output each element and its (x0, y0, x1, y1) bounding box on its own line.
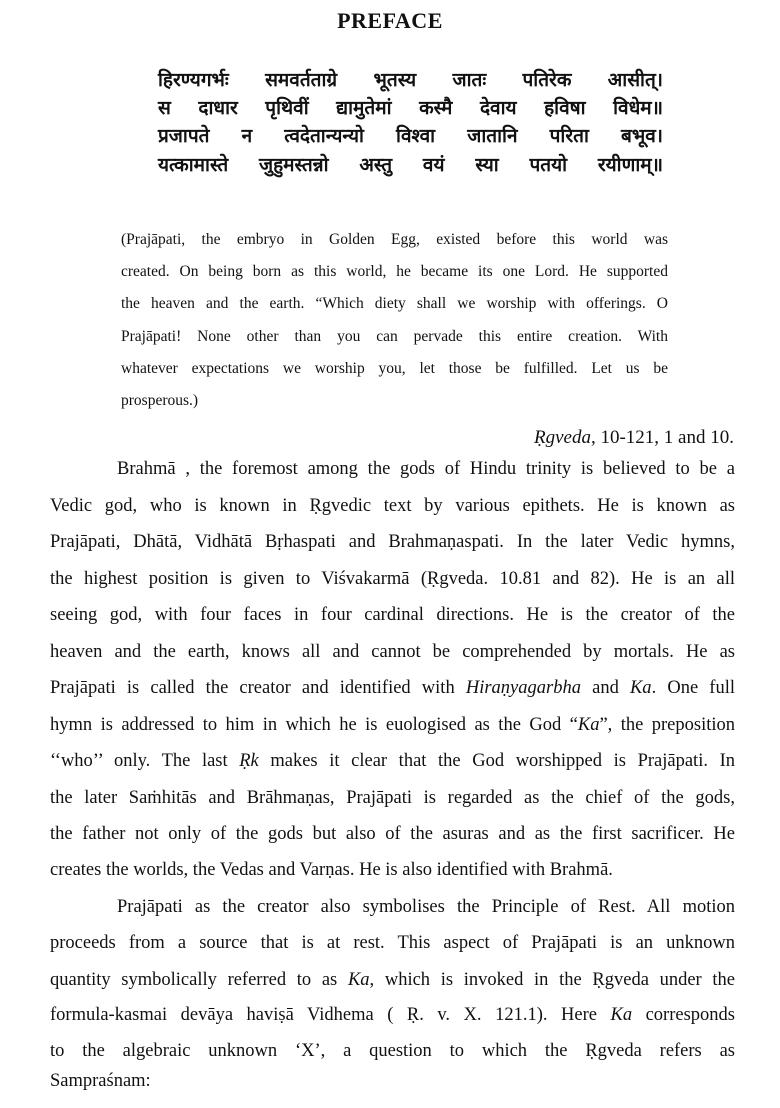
italic-term: Ka (610, 1005, 633, 1025)
body-line (50, 605, 735, 626)
reference-citation: , 10-121, 1 and 10. (590, 427, 734, 448)
text-run: , which is invoked in the Ṛgveda under the (369, 970, 735, 990)
verse-line: प्रजापते न त्वदेतान्यन्यो विश्वा जातानि परिता बभूव। (158, 125, 663, 147)
italic-term: Ka (629, 678, 652, 698)
text-run: formula-kasmai devāya haviṣā Vidhema ( Ṛ. v. X. 121.1). Here (50, 1005, 611, 1025)
italic-term: Ṛk (239, 751, 259, 771)
body-line (50, 569, 735, 590)
translation-line: the heaven and the earth. “Which diety shall we worship with offerings. O (121, 295, 668, 313)
body-line (50, 1041, 735, 1062)
text-run: ”, the preposition (599, 715, 735, 735)
body-line (50, 1005, 735, 1026)
body-line (50, 1071, 735, 1092)
text-run: to the algebraic unknown ‘X’, a question to which the Ṛgveda refers as (50, 1041, 735, 1061)
text-run: the father not only of the gods but also of the asuras and as the first sacrificer. He (50, 824, 735, 844)
text-run: . One full (651, 678, 735, 698)
italic-term: Ka (577, 715, 600, 735)
text-run: Sampraśnam: (50, 1071, 151, 1091)
italic-term: Ka (347, 970, 370, 990)
body-line (50, 751, 735, 772)
verse-reference (400, 427, 734, 449)
text-run: creates the worlds, the Vedas and Varṇas. He is also identified with Brahmā. (50, 860, 613, 880)
body-line (50, 788, 735, 809)
translation-line: created. On being born as this world, he became its one Lord. He supported (121, 263, 668, 281)
body-line (117, 459, 735, 480)
body-line (50, 715, 735, 736)
body-line (50, 970, 735, 991)
text-run: heaven and the earth, knows all and cannot be comprehended by mortals. He as (50, 642, 735, 662)
text-run: makes it clear that the God worshipped is Prajāpati. In (258, 751, 735, 771)
text-run: Brahmā , the foremost among the gods of Hindu trinity is believed to be a (117, 459, 735, 479)
italic-term: Hiraṇyagarbha (465, 678, 581, 698)
text-run: corresponds (632, 1005, 735, 1025)
text-run: the highest position is given to Viśvakarmā (Ṛgveda. 10.81 and 82). He is an all (50, 569, 735, 589)
body-line (50, 642, 735, 663)
translation-line: (Prajāpati, the embryo in Golden Egg, existed before this world was (121, 231, 668, 248)
verse-line: स दाधार पृथिवीं द्यामुतेमां कस्मै देवाय हविषा विधेम॥ (158, 97, 663, 119)
text-run: Vedic god, who is known in Ṛgvedic text by various epithets. He is known as (50, 496, 735, 516)
translation-line: Prajāpati! None other than you can pervade this entire creation. With (121, 327, 668, 345)
reference-work: Ṛgveda (534, 427, 591, 448)
text-run: the later Saṁhitās and Brāhmaṇas, Prajāpati is regarded as the chief of the gods, (50, 788, 735, 808)
body-line (50, 860, 735, 881)
text-run: proceeds from a source that is at rest. This aspect of Prajāpati is an unknown (50, 933, 735, 953)
verse-line: यत्कामास्ते जुहुमस्तन्नो अस्तु वयं स्या पतयो रयीणाम्॥ (158, 154, 663, 176)
body-line (50, 496, 735, 517)
body-line (50, 678, 735, 699)
text-run: Prajāpati as the creator also symbolises the Principle of Rest. All motion (117, 897, 735, 917)
text-run: Prajāpati, Dhātā, Vidhātā Bṛhaspati and Brahmaṇaspati. In the later Vedic hymns, (50, 532, 735, 552)
text-run: Prajāpati is called the creator and identified with (50, 678, 466, 698)
text-run: quantity symbolically referred to as (50, 970, 348, 990)
translation-line: prosperous.) (121, 392, 199, 409)
text-run: and (580, 678, 630, 698)
text-run: seeing god, with four faces in four cardinal directions. He is the creator of the (50, 605, 735, 625)
translation-line: whatever expectations we worship you, let those be fulfilled. Let us be (121, 359, 668, 377)
body-line (117, 897, 735, 918)
body-line (50, 933, 735, 954)
text-run: ‘‘who’’ only. The last (50, 751, 240, 771)
body-line (50, 532, 735, 553)
verse-line: हिरण्यगर्भः समवर्तताग्रे भूतस्य जातः पतिरेक आसीत्। (158, 69, 663, 91)
page-title: PREFACE (337, 8, 443, 33)
text-run: hymn is addressed to him in which he is euologised as the God “ (50, 715, 578, 735)
body-line (50, 824, 735, 845)
